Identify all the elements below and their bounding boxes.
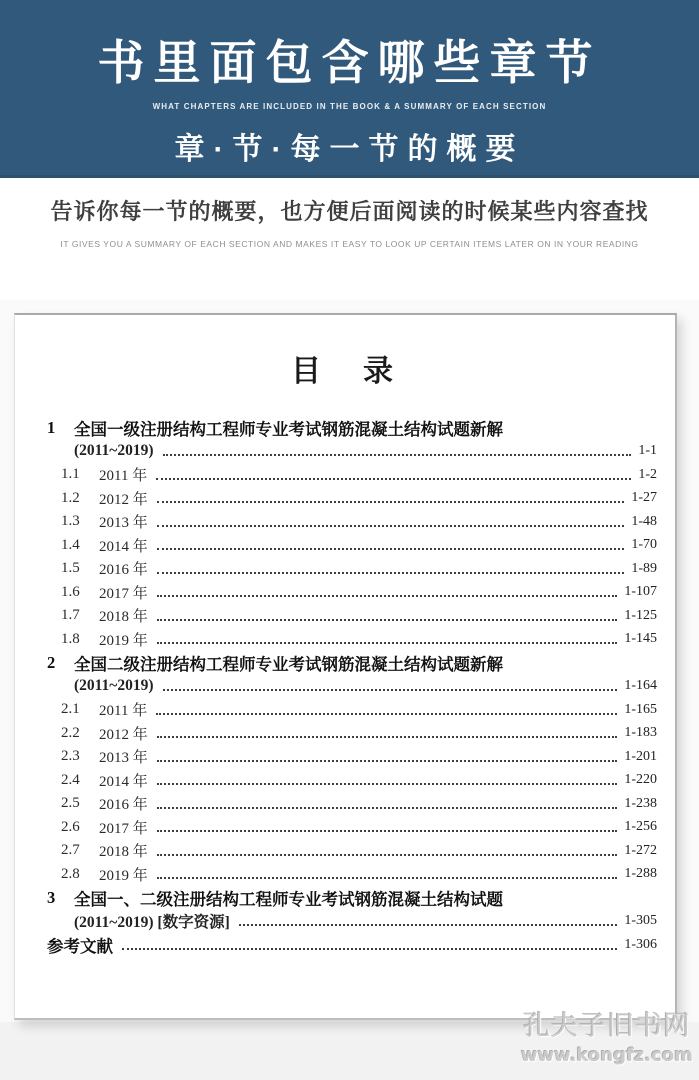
toc-entry-row [47, 557, 657, 581]
toc-title: 目 录 [291, 355, 399, 388]
toc-entry-row [47, 722, 657, 746]
page-number: 1-89 [631, 560, 657, 576]
entry-label: 参考文献 [47, 937, 113, 956]
toc-entry-row [47, 510, 657, 534]
entry-number: 1.4 [61, 536, 80, 553]
entry-number: 1.5 [61, 560, 80, 577]
page-number: 1-165 [624, 701, 657, 717]
toc-entry-row [47, 816, 657, 840]
page-number: 1-1 [638, 443, 657, 459]
entry-number: 2.8 [61, 865, 80, 882]
page-number: 1-145 [624, 631, 657, 647]
page-number: 1-238 [624, 795, 657, 811]
dot-leader [157, 546, 625, 550]
banner-subtitle-cn: 章·节·每一节的概要 [174, 133, 525, 166]
dot-leader [157, 570, 625, 574]
toc-entry-row [47, 675, 657, 699]
entry-number: 2.2 [61, 724, 80, 741]
intro-section [0, 178, 699, 249]
toc-entry-row [47, 745, 657, 769]
entry-label: (2011~2019) [数字资源] [74, 914, 230, 932]
entry-label: 2013 年 [99, 515, 148, 532]
page-number: 1-27 [631, 490, 657, 506]
page-number: 1-107 [624, 584, 657, 600]
entry-label: 2014 年 [99, 538, 148, 555]
entry-label: 2013 年 [99, 750, 148, 767]
page-number: 1-164 [624, 678, 657, 694]
banner-subtitle-en: WHAT CHAPTERS ARE INCLUDED IN THE BOOK & A SUMMARY OF EACH SECTION [152, 102, 547, 111]
toc-chapter-row [47, 651, 657, 675]
entry-label: 全国二级注册结构工程师专业考试钢筋混凝土结构试题新解 [74, 655, 503, 674]
toc-entry-row [47, 910, 657, 934]
entry-label: (2011~2019) [74, 677, 154, 695]
entry-label: 2019 年 [99, 632, 148, 649]
toc-entry-row [47, 698, 657, 722]
dot-leader [157, 734, 618, 738]
page-number: 1-272 [624, 842, 657, 858]
page-number: 1-183 [624, 725, 657, 741]
dot-leader [239, 922, 618, 926]
banner-title: 书里面包含哪些章节 [97, 38, 602, 90]
entry-label: 2019 年 [99, 867, 148, 884]
toc-entry-row [47, 769, 657, 793]
dot-leader [157, 875, 618, 879]
page-number: 1-305 [624, 913, 657, 929]
page-number: 1-125 [624, 607, 657, 623]
entry-label: 2018 年 [99, 844, 148, 861]
dot-leader [163, 452, 632, 456]
entry-label: 2012 年 [99, 726, 148, 743]
watermark-site-name: 孔夫子旧书网 [523, 1011, 691, 1042]
entry-number: 2.3 [61, 748, 80, 765]
dot-leader [157, 593, 618, 597]
entry-label: 2016 年 [99, 797, 148, 814]
entry-label: 2018 年 [99, 609, 148, 626]
dot-leader [157, 781, 618, 785]
page-number: 1-2 [638, 466, 657, 482]
entry-label: 2011 年 [99, 468, 148, 485]
toc-ref-row [47, 933, 657, 957]
dot-leader [157, 523, 625, 527]
entry-number: 2.4 [61, 771, 80, 788]
page-number: 1-70 [631, 537, 657, 553]
entry-label: (2011~2019) [74, 442, 154, 460]
entry-number: 2.7 [61, 842, 80, 859]
dot-leader [157, 640, 618, 644]
dot-leader [157, 828, 618, 832]
entry-label: 2017 年 [99, 585, 148, 602]
intro-line-en: IT GIVES YOU A SUMMARY OF EACH SECTION AND MAKES IT EASY TO LOOK UP CERTAIN ITEMS LATER ON IN YOUR READING [60, 239, 639, 249]
entry-number: 2 [47, 652, 56, 672]
toc-entry-row [47, 581, 657, 605]
page-number: 1-306 [624, 936, 657, 952]
intro-line-cn: 告诉你每一节的概要，也方便后面阅读的时候某些内容查找 [50, 199, 649, 224]
site-watermark [518, 1004, 696, 1066]
page-number: 1-256 [624, 819, 657, 835]
toc-entry-row [47, 604, 657, 628]
promo-banner [0, 0, 699, 178]
entry-number: 2.6 [61, 818, 80, 835]
page-number: 1-220 [624, 772, 657, 788]
toc-chapter-row [47, 416, 657, 440]
toc-entry-row [47, 440, 657, 464]
entry-number: 3 [47, 887, 56, 907]
entry-number: 2.1 [61, 701, 80, 718]
toc-entry-row [47, 863, 657, 887]
book-page-scan [14, 313, 677, 1020]
dot-leader [157, 758, 618, 762]
toc-entry-row [47, 487, 657, 511]
entry-label: 全国一级注册结构工程师专业考试钢筋混凝土结构试题新解 [74, 420, 503, 439]
entry-number: 1.2 [61, 489, 80, 506]
dot-leader [157, 805, 618, 809]
dot-leader [122, 946, 617, 950]
toc-entry-row [47, 628, 657, 652]
dot-leader [157, 617, 618, 621]
entry-label: 2016 年 [99, 562, 148, 579]
entry-label: 2012 年 [99, 491, 148, 508]
entry-label: 2017 年 [99, 820, 148, 837]
watermark-site-url: www.kongfz.com [520, 1045, 694, 1066]
dot-leader [156, 476, 631, 480]
toc-entry-row [47, 463, 657, 487]
dot-leader [157, 852, 618, 856]
entry-number: 1 [47, 417, 56, 437]
toc-entry-row [47, 534, 657, 558]
toc-entry-row [47, 839, 657, 863]
page-number: 1-48 [631, 513, 657, 529]
toc-list [47, 416, 657, 957]
entry-label: 全国一、二级注册结构工程师专业考试钢筋混凝土结构试题 [74, 890, 503, 909]
entry-label: 2011 年 [99, 703, 148, 720]
dot-leader [157, 499, 625, 503]
entry-number: 1.7 [61, 607, 80, 624]
entry-number: 2.5 [61, 795, 80, 812]
entry-number: 1.8 [61, 630, 80, 647]
page-number: 1-201 [624, 748, 657, 764]
entry-number: 1.1 [61, 466, 80, 483]
entry-number: 1.6 [61, 583, 80, 600]
entry-label: 2014 年 [99, 773, 148, 790]
page-number: 1-288 [624, 866, 657, 882]
dot-leader [163, 687, 618, 691]
dot-leader [156, 711, 617, 715]
toc-chapter-row [47, 886, 657, 910]
toc-entry-row [47, 792, 657, 816]
entry-number: 1.3 [61, 513, 80, 530]
